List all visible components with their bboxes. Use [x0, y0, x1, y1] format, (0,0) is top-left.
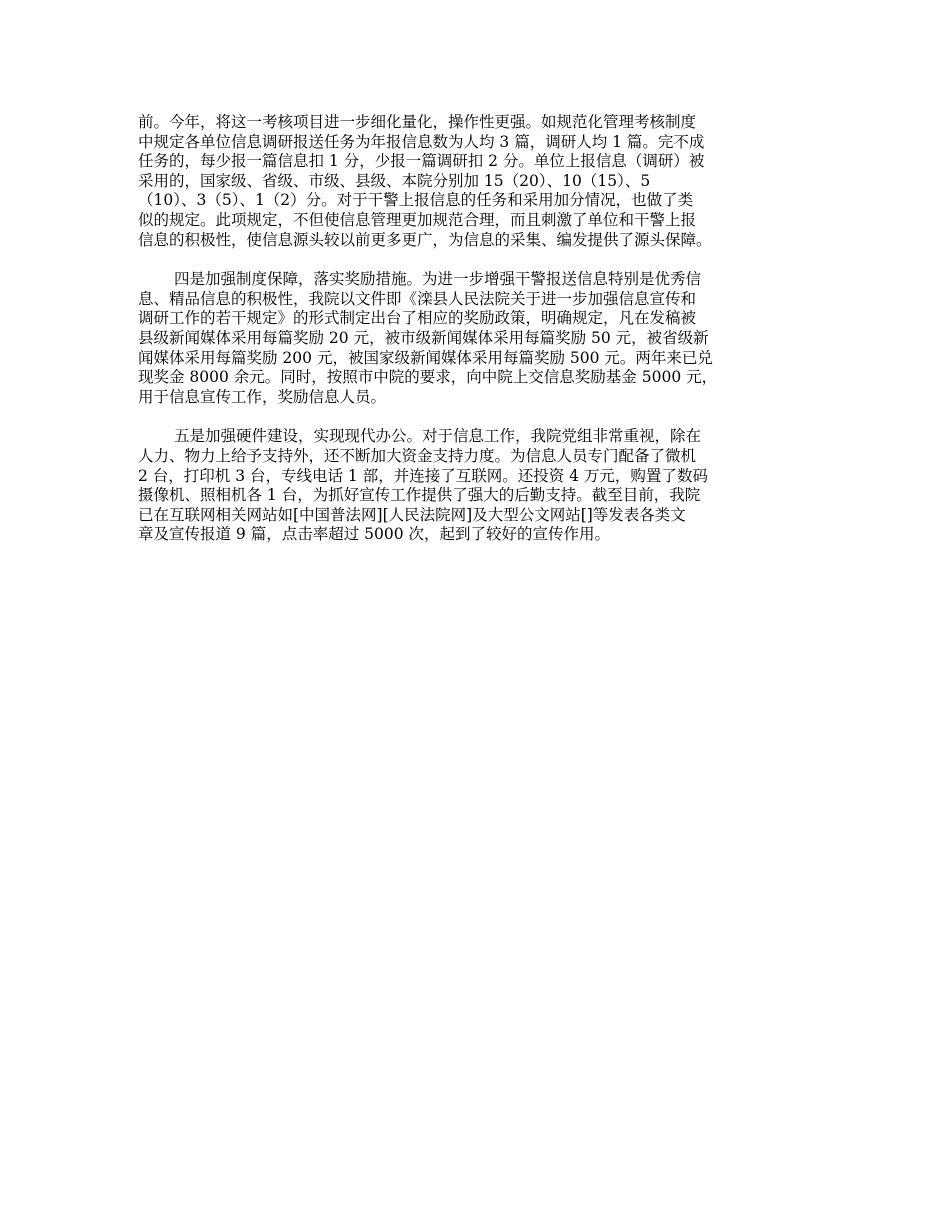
paragraph-3	[138, 427, 828, 545]
paragraph-line: 四是加强制度保障，落实奖励措施。为进一步增强干警报送信息特别是优秀信	[174, 270, 702, 289]
paragraph-line: 人力、物力上给予支持外，还不断加大资金支持力度。为信息人员专门配备了微机	[138, 446, 697, 465]
paragraph-line: 调研工作的若干规定》的形式制定出台了相应的奖励政策，明确规定，凡在发稿被	[138, 309, 697, 328]
paragraph-line: 前。今年，将这一考核项目进一步细化量化，操作性更强。如规范化管理考核制度	[138, 113, 697, 131]
paragraph-line: 信息的积极性，使信息源头较以前更多更广，为信息的采集、编发提供了源头保障。	[138, 230, 712, 249]
paragraph-line: 息、精品信息的积极性，我院以文件即《滦县人民法院关于进一步加强信息宣传和	[138, 289, 697, 308]
paragraph-line: 任务的，每少报一篇信息扣 1 分，少报一篇调研扣 2 分。单位上报信息（调研）被	[138, 152, 705, 171]
paragraph-2	[138, 270, 828, 407]
paragraph-line: 已在互联网相关网站如[中国普法网][人民法院网]及大型公文网站[]等发表各类文	[138, 505, 686, 524]
paragraph-1	[138, 113, 828, 250]
paragraph-line: 五是加强硬件建设，实现现代办公。对于信息工作，我院党组非常重视，除在	[174, 427, 702, 446]
paragraph-line: 摄像机、照相机各 1 台，为抓好宣传工作提供了强大的后勤支持。截至目前，我院	[138, 486, 701, 505]
paragraph-line: （10）、3（5）、1（2）分。对于干警上报信息的任务和采用加分情况，也做了类	[138, 191, 694, 210]
document-body	[138, 113, 828, 565]
paragraph-line: 采用的，国家级、省级、市级、县级、本院分别加 15（20）、10（15）、5	[138, 171, 651, 190]
paragraph-line: 用于信息宣传工作，奖励信息人员。	[138, 387, 387, 406]
paragraph-line: 闻媒体采用每篇奖励 200 元，被国家级新闻媒体采用每篇奖励 500 元。两年来已兑	[138, 348, 713, 367]
paragraph-line: 县级新闻媒体采用每篇奖励 20 元，被市级新闻媒体采用每篇奖励 50 元，被省级新	[138, 328, 709, 347]
paragraph-line: 现奖金 8000 余元。同时，按照市中院的要求，向中院上交信息奖励基金 5000 元，	[138, 368, 718, 387]
paragraph-line: 中规定各单位信息调研报送任务为年报信息数为人均 3 篇，调研人均 1 篇。完不成	[138, 132, 705, 151]
paragraph-line: 似的规定。此项规定，不但使信息管理更加规范合理，而且刺激了单位和干警上报	[138, 210, 697, 229]
paragraph-line: 2 台，打印机 3 台，专线电话 1 部，并连接了互联网。还投资 4 万元，购置了数码	[138, 466, 708, 485]
paragraph-line: 章及宣传报道 9 篇，点击率超过 5000 次，起到了较好的宣传作用。	[138, 525, 611, 544]
